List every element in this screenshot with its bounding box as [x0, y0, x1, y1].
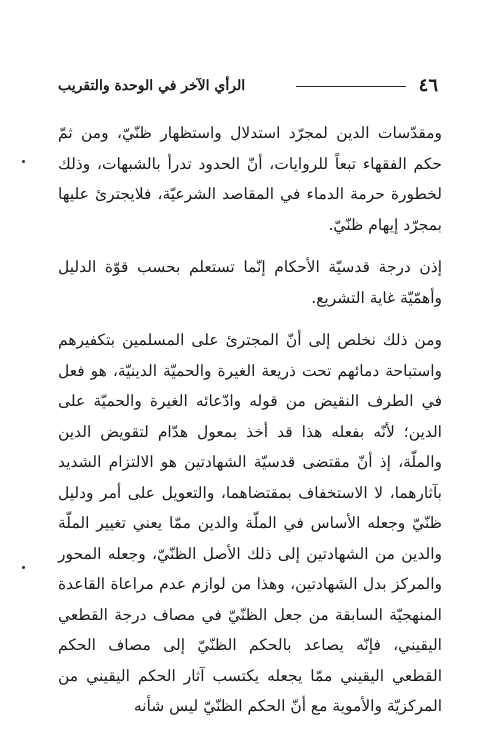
paragraph-1: ومقدّسات الدين لمجرّد استدلال واستظهار ظنّيّ، ومن ثمّ حكم الفقهاء تبعاً للروايات، أنّ الحدود تدرأ بالشبهات، وذلك لخطورة حرمة الدماء في المقاصد الشرعيّة، فلايجترئ عليها بمجرّد إيهام ظنّيّ.	[58, 124, 442, 234]
header-rule	[296, 86, 406, 87]
margin-mark	[22, 160, 25, 163]
page-header	[58, 74, 438, 100]
page-number: ٤٦	[418, 75, 438, 96]
running-title: الرأي الآخر في الوحدة والتقريب	[58, 78, 246, 94]
body-text	[58, 118, 442, 722]
margin-mark	[22, 566, 25, 569]
paragraph-2: إذن درجة قدسيّة الأحكام إنّما تستعلم بحسب قوّة الدليل وأهمّيّة غاية التشريع.	[58, 258, 442, 307]
paragraph-3: ومن ذلك نخلص إلى أنّ المجترئ على المسلمين بتكفيرهم واستباحة دمائهم تحت ذريعة الغيرة والحميّة الدينيّة، هو فعل في الطرف النقيض من قوله وادّعائه الغيرة والحميّة على الدين؛ لأنّه بفعله هذا قد أخذ بمعول هدّام لتقويض الدين والملّة، إذ أنّ مقتضى قدسيّة الشهادتين هو الالتزام الشديد بآثارهما، لا الاستخفاف بمقتضاهما، والتعويل على أمر ودليل ظنّيّ وجعله الأساس في الملّة والدين ممّا يعني تغيير الملّة والدين من الشهادتين إلى ذلك الأصل الظنّيّ، وجعله المحور والمركز بدل الشهادتين، وهذا من لوازم عدم مراعاة القاعدة المنهجيّة السابقة من جعل الظنّيّ في مصاف درجة القطعي اليقيني، فإنّه يصاعد بالحكم الظنّيّ إلى مصاف الحكم القطعي اليقيني ممّا يجعله يكتسب آثار الحكم اليقيني من المركزيّة والأموية مع أنّ الحكم الظنّيّ ليس شأنه	[58, 331, 442, 715]
